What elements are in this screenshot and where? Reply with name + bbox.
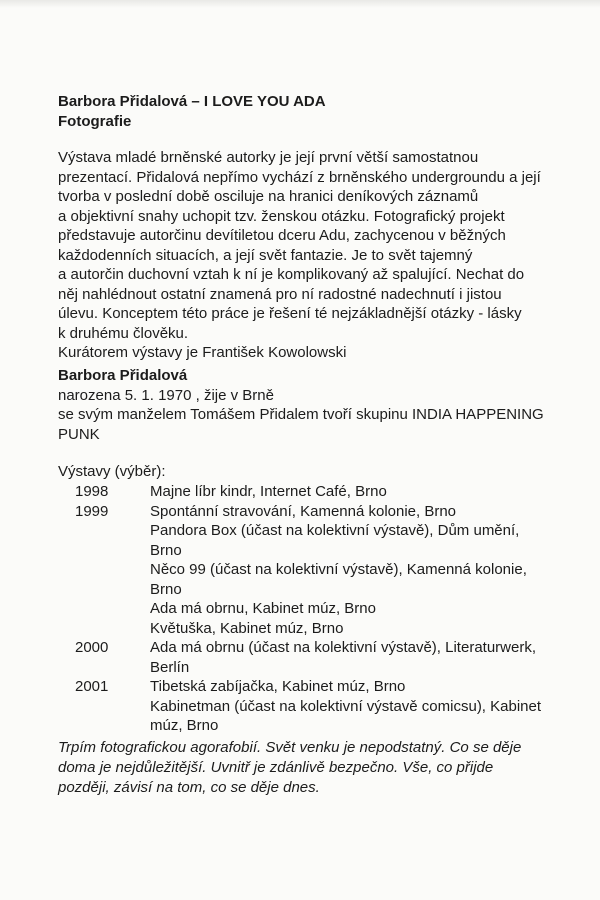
exhibition-entry: Ada má obrnu, Kabinet múz, Brno — [150, 600, 376, 617]
bio-line: narozena 5. 1. 1970 , žije v Brně — [58, 386, 274, 404]
intro-line: a autorčin duchovní vztah k ní je komplikovaný až spalující. Nechat do — [58, 266, 525, 283]
artist-name: Barbora Přidalová — [58, 367, 188, 384]
exhibition-entry: Tibetská zabíjačka, Kabinet múz, Brno — [150, 678, 406, 695]
exhibition-entry: Brno — [150, 541, 182, 559]
bio-line: se svým manželem Tomášem Přidalem tvoří skupinu INDIA HAPPENING — [58, 406, 544, 423]
intro-line: něj nahlédnout ostatní znamená pro ní radostné nadechnutí i jistou — [58, 285, 502, 303]
exhibition-entry: Spontánní stravování, Kamenná kolonie, Brno — [150, 502, 457, 520]
intro-line: tvorba v poslední době osciluje na hranici deníkových záznamů — [58, 188, 479, 205]
exhibition-entry: Něco 99 (účast na kolektivní výstavě), Kamenná kolonie, — [150, 561, 527, 578]
curator-line: Kurátorem výstavy je František Kowolowski — [58, 344, 347, 361]
intro-line: úlevu. Konceptem této práce je řešení té nejzákladnější otázky - lásky — [58, 305, 522, 322]
intro-line: Výstava mladé brněnské autorky je její první větší samostatnou — [58, 149, 479, 166]
document-title — [58, 92, 578, 132]
exhibition-year: 1999 — [75, 502, 109, 520]
artist-bio — [58, 366, 578, 444]
intro-line: a objektivní snahy uchopit tzv. ženskou otázku. Fotografický projekt — [58, 207, 505, 225]
intro-paragraph — [58, 148, 578, 363]
quote-line: Trpím fotografickou agorafobií. Svět venku je nepodstatný. Co se děje — [58, 739, 522, 756]
subtitle-line: Fotografie — [58, 113, 132, 130]
exhibition-entry: Pandora Box (účast na kolektivní výstavě), Dům umění, — [150, 522, 520, 539]
intro-line: prezentací. Přidalová nepřímo vychází z brněnského undergroundu a její — [58, 168, 541, 186]
exhibition-year: 2000 — [75, 639, 109, 656]
title-line: Barbora Přidalová – I LOVE YOU ADA — [58, 93, 326, 110]
exhibition-entry: Kabinetman (účast na kolektivní výstavě comicsu), Kabinet — [150, 697, 542, 715]
bio-line: PUNK — [58, 425, 100, 443]
quote-line: později, závisí na tom, co se děje dnes. — [58, 779, 320, 796]
intro-line: k druhému člověku. — [58, 324, 189, 342]
exhibition-entry: Květuška, Kabinet múz, Brno — [150, 619, 344, 637]
exhibitions-section — [58, 462, 578, 734]
scan-edge-shadow — [0, 0, 600, 8]
exhibition-entry: Brno — [150, 580, 182, 598]
exhibition-entry: múz, Brno — [150, 717, 219, 734]
exhibition-year: 1998 — [75, 483, 109, 500]
exhibitions-heading: Výstavy (výběr): — [58, 463, 166, 480]
exhibition-entry: Majne líbr kindr, Internet Café, Brno — [150, 483, 387, 500]
intro-line: představuje autorčinu devítiletou dceru Adu, zachycenou v běžných — [58, 227, 506, 244]
exhibition-entry: Berlín — [150, 658, 190, 676]
intro-line: každodenních situacích, a její svět fantazie. Je to svět tajemný — [58, 246, 473, 264]
exhibition-entry: Ada má obrnu (účast na kolektivní výstavě), Literaturwerk, — [150, 639, 537, 656]
exhibition-year: 2001 — [75, 678, 109, 695]
artist-quote — [58, 738, 578, 798]
quote-line: doma je nejdůležitější. Uvnitř je zdánlivě bezpečno. Vše, co přijde — [58, 759, 494, 776]
